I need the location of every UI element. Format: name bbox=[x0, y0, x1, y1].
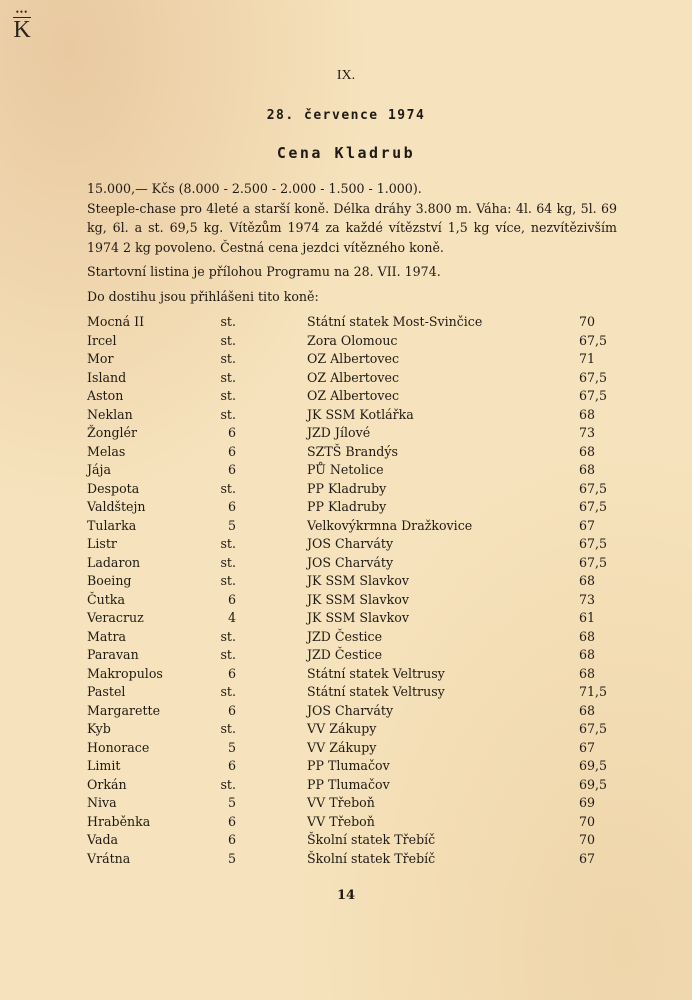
horse-name: Ircel bbox=[87, 332, 117, 348]
horse-weight: 68 bbox=[579, 573, 596, 588]
horse-name: Boeing bbox=[87, 573, 132, 588]
horse-weight: 71 bbox=[579, 351, 596, 366]
entry-row bbox=[87, 665, 637, 684]
horse-weight: 67,5 bbox=[579, 332, 608, 348]
horse-age: 6 bbox=[227, 443, 236, 459]
entry-row bbox=[87, 572, 637, 591]
publisher-logo bbox=[11, 8, 33, 42]
horse-name: Island bbox=[87, 369, 127, 385]
horse-owner: JOS Charváty bbox=[307, 554, 394, 570]
horse-age: st. bbox=[220, 406, 236, 422]
horse-owner: JOS Charváty bbox=[307, 702, 394, 718]
entry-row bbox=[87, 480, 637, 499]
entry-row bbox=[87, 535, 637, 554]
horse-weight: 67,5 bbox=[579, 499, 608, 514]
entry-row bbox=[87, 757, 637, 776]
horse-age: st. bbox=[220, 776, 236, 792]
entry-row bbox=[87, 461, 637, 480]
race-date: 28. července 1974 bbox=[266, 108, 426, 123]
entry-row bbox=[87, 794, 637, 813]
horse-owner: JZD Čestice bbox=[307, 647, 383, 662]
horse-weight: 69 bbox=[579, 795, 596, 810]
horse-weight: 70 bbox=[579, 314, 596, 329]
horse-owner: JK SSM Slavkov bbox=[307, 591, 409, 607]
horse-age: st. bbox=[220, 536, 236, 551]
entry-row bbox=[87, 443, 637, 462]
horse-weight: 67,5 bbox=[579, 388, 608, 403]
chapter-number: IX. bbox=[336, 68, 356, 83]
horse-name: Hraběnka bbox=[87, 813, 151, 829]
entry-row bbox=[87, 406, 637, 425]
horse-owner: JZD Čestice bbox=[307, 628, 383, 644]
entry-row bbox=[87, 776, 637, 795]
logo-letter: K bbox=[13, 17, 31, 43]
horse-weight: 68 bbox=[579, 443, 596, 459]
horse-weight: 67,5 bbox=[579, 369, 608, 385]
horse-owner: VV Zákupy bbox=[307, 739, 377, 755]
horse-weight: 67,5 bbox=[579, 536, 608, 551]
horse-age: 6 bbox=[227, 425, 236, 440]
horse-owner: OZ Albertovec bbox=[307, 388, 399, 403]
horse-weight: 73 bbox=[579, 591, 596, 607]
page-number: 14 bbox=[336, 888, 356, 903]
horse-weight: 67,5 bbox=[579, 480, 608, 496]
horse-name: Niva bbox=[87, 795, 117, 810]
entry-row bbox=[87, 702, 637, 721]
horse-age: st. bbox=[220, 554, 236, 570]
horse-owner: PŮ Netolice bbox=[307, 462, 384, 477]
horse-age: 5 bbox=[227, 517, 236, 533]
horse-age: st. bbox=[220, 628, 236, 644]
entry-row bbox=[87, 424, 637, 443]
horse-owner: VV Třeboň bbox=[307, 813, 375, 829]
horse-owner: Státní statek Veltrusy bbox=[307, 665, 445, 681]
entries-intro: Do dostihu jsou přihlášeni tito koně: bbox=[87, 289, 319, 304]
horse-weight: 67,5 bbox=[579, 554, 608, 570]
race-conditions: Steeple-chase pro 4leté a starší koně. Délka dráhy 3.800 m. Váha: 4l. 64 kg, 5l. 69 kg, 6l. a st. 69,5 kg. Vítězům 1974 za každé vítězství 1,5 kg více, nezvítězivším 1974 2 kg povoleno. Čestná cena jezdci vítězného koně. bbox=[87, 200, 617, 255]
horse-owner: Státní statek Veltrusy bbox=[307, 684, 445, 699]
entry-row bbox=[87, 350, 637, 369]
horse-name: Tularka bbox=[87, 517, 137, 533]
horse-age: st. bbox=[220, 721, 236, 736]
prize-line: 15.000,— Kčs (8.000 - 2.500 - 2.000 - 1.500 - 1.000). bbox=[87, 181, 422, 196]
horse-age: 5 bbox=[227, 795, 236, 810]
entry-row bbox=[87, 498, 637, 517]
horse-weight: 69,5 bbox=[579, 776, 608, 792]
entry-row bbox=[87, 831, 637, 850]
horse-owner: Státní statek Most-Svinčice bbox=[307, 314, 483, 329]
horse-owner: JK SSM Slavkov bbox=[307, 610, 409, 625]
horse-owner: PP Kladruby bbox=[307, 480, 387, 496]
horse-owner: Zora Olomouc bbox=[307, 332, 398, 348]
horse-name: Žonglér bbox=[87, 425, 138, 440]
horse-weight: 69,5 bbox=[579, 758, 608, 773]
race-title: Cena Kladrub bbox=[276, 144, 416, 162]
horse-name: Margarette bbox=[87, 702, 161, 718]
entry-row bbox=[87, 813, 637, 832]
entry-row bbox=[87, 313, 637, 332]
horse-name: Paravan bbox=[87, 647, 139, 662]
horse-age: st. bbox=[220, 573, 236, 588]
race-description bbox=[87, 179, 617, 282]
horse-weight: 67 bbox=[579, 517, 596, 533]
entry-row bbox=[87, 332, 637, 351]
horse-owner: JK SSM Slavkov bbox=[307, 573, 409, 588]
horse-weight: 68 bbox=[579, 647, 596, 662]
horse-age: 6 bbox=[227, 591, 236, 607]
horse-name: Despota bbox=[87, 480, 140, 496]
horse-name: Limit bbox=[87, 758, 121, 773]
horse-name: Veracruz bbox=[87, 610, 144, 625]
horse-name: Kyb bbox=[87, 721, 111, 736]
entries-list bbox=[87, 313, 637, 868]
horse-age: 6 bbox=[227, 758, 236, 773]
horse-name: Melas bbox=[87, 443, 126, 459]
horse-age: st. bbox=[220, 332, 236, 348]
horse-weight: 68 bbox=[579, 665, 596, 681]
horse-name: Matra bbox=[87, 628, 126, 644]
horse-weight: 73 bbox=[579, 425, 596, 440]
horse-weight: 68 bbox=[579, 702, 596, 718]
horse-owner: Velkovýkrmna Dražkovice bbox=[307, 517, 473, 533]
horse-age: 6 bbox=[227, 832, 236, 847]
horse-age: 6 bbox=[227, 665, 236, 681]
horse-owner: PP Kladruby bbox=[307, 499, 387, 514]
horse-name: Orkán bbox=[87, 776, 127, 792]
entry-row bbox=[87, 850, 637, 869]
horse-name: Čutka bbox=[87, 591, 125, 607]
entry-row bbox=[87, 609, 637, 628]
horse-name: Ladaron bbox=[87, 554, 141, 570]
entry-row bbox=[87, 369, 637, 388]
horse-age: 5 bbox=[227, 850, 236, 866]
horse-owner: Školní statek Třebíč bbox=[307, 832, 436, 847]
horse-name: Vada bbox=[87, 832, 119, 847]
horse-age: 6 bbox=[227, 462, 236, 477]
horse-weight: 67 bbox=[579, 850, 596, 866]
horse-age: 6 bbox=[227, 813, 236, 829]
horse-name: Aston bbox=[87, 388, 124, 403]
horse-name: Vrátna bbox=[87, 850, 131, 866]
entry-row bbox=[87, 591, 637, 610]
horse-name: Honorace bbox=[87, 739, 150, 755]
horse-owner: OZ Albertovec bbox=[307, 369, 399, 385]
horse-age: st. bbox=[220, 684, 236, 699]
horse-owner: JOS Charváty bbox=[307, 536, 394, 551]
horse-name: Pastel bbox=[87, 684, 126, 699]
horse-owner: SZTŠ Brandýs bbox=[307, 443, 398, 459]
horse-name: Makropulos bbox=[87, 665, 163, 681]
entry-row bbox=[87, 517, 637, 536]
horse-age: 6 bbox=[227, 499, 236, 514]
horse-owner: PP Tlumačov bbox=[307, 776, 390, 792]
entry-row bbox=[87, 683, 637, 702]
entry-row bbox=[87, 739, 637, 758]
horse-owner: VV Třeboň bbox=[307, 795, 375, 810]
logo-crown-dots: ••• bbox=[15, 7, 29, 17]
horse-owner: Školní statek Třebíč bbox=[307, 850, 436, 866]
horse-weight: 61 bbox=[579, 610, 596, 625]
horse-age: st. bbox=[220, 388, 236, 403]
horse-owner: VV Zákupy bbox=[307, 721, 377, 736]
horse-name: Mocná II bbox=[87, 314, 145, 329]
entry-row bbox=[87, 387, 637, 406]
horse-owner: OZ Albertovec bbox=[307, 351, 399, 366]
entry-row bbox=[87, 720, 637, 739]
horse-age: st. bbox=[220, 351, 236, 366]
horse-age: 6 bbox=[227, 702, 236, 718]
horse-owner: JK SSM Kotlářka bbox=[307, 406, 414, 422]
horse-name: Mor bbox=[87, 351, 114, 366]
horse-age: st. bbox=[220, 480, 236, 496]
horse-name: Listr bbox=[87, 536, 117, 551]
horse-age: st. bbox=[220, 314, 236, 329]
horse-name: Jája bbox=[87, 462, 111, 477]
horse-age: st. bbox=[220, 647, 236, 662]
start-list-note: Startovní listina je přílohou Programu na 28. VII. 1974. bbox=[87, 264, 441, 279]
horse-owner: PP Tlumačov bbox=[307, 758, 390, 773]
horse-weight: 71,5 bbox=[579, 684, 608, 699]
horse-weight: 67,5 bbox=[579, 721, 608, 736]
horse-weight: 68 bbox=[579, 628, 596, 644]
horse-age: 4 bbox=[227, 610, 236, 625]
horse-name: Neklan bbox=[87, 406, 133, 422]
entry-row bbox=[87, 554, 637, 573]
entry-row bbox=[87, 628, 637, 647]
horse-name: Valdštejn bbox=[87, 499, 146, 514]
entry-row bbox=[87, 646, 637, 665]
horse-age: st. bbox=[220, 369, 236, 385]
horse-weight: 67 bbox=[579, 739, 596, 755]
horse-weight: 68 bbox=[579, 406, 596, 422]
horse-weight: 70 bbox=[579, 813, 596, 829]
horse-weight: 70 bbox=[579, 832, 596, 847]
horse-owner: JZD Jílové bbox=[307, 425, 371, 440]
horse-age: 5 bbox=[227, 739, 236, 755]
horse-weight: 68 bbox=[579, 462, 596, 477]
